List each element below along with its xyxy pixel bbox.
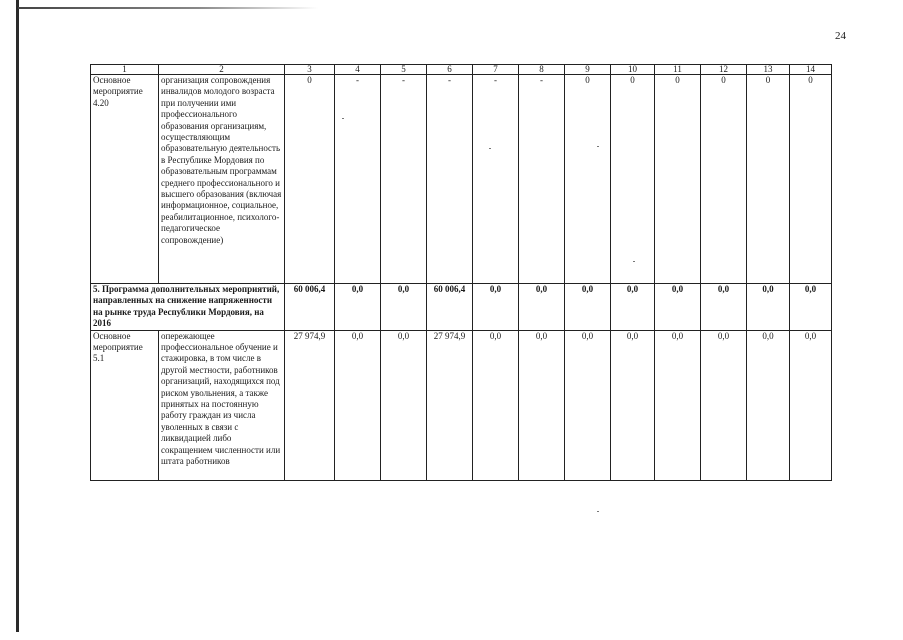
value-cell: 0,0 (381, 284, 427, 331)
table-row (91, 75, 832, 284)
value-cell: 0,0 (701, 330, 747, 480)
scan-speck (633, 261, 635, 262)
value-cell: 0,0 (701, 284, 747, 331)
column-header: 10 (611, 65, 655, 75)
value-cell: 60 006,4 (285, 284, 335, 331)
page-number: 24 (835, 30, 846, 42)
value-cell: - (381, 75, 427, 284)
table-row-section-total (91, 284, 832, 331)
value-cell: 0,0 (747, 284, 790, 331)
value-cell: 0,0 (655, 330, 701, 480)
value-cell: 0 (747, 75, 790, 284)
column-header: 3 (285, 65, 335, 75)
scan-speck (597, 511, 599, 512)
row-name-cell: Основное мероприятие 5.1 (91, 330, 159, 480)
column-header: 6 (427, 65, 473, 75)
value-cell: 27 974,9 (285, 330, 335, 480)
value-cell: 0,0 (790, 284, 832, 331)
row-name-cell: Основное мероприятие 4.20 (91, 75, 159, 284)
value-cell: 0,0 (565, 330, 611, 480)
row-description-cell: опережающее профессиональное обучение и стажировка, в том числе в другой местности, работников организаций, находящихся под риском увольнения, а также принятых на постоянную работу граждан из числа уволенных в связи с ликвидацией либо сокращением численности или штата работников (159, 330, 285, 480)
value-cell: 0,0 (473, 330, 519, 480)
value-cell: 0,0 (335, 330, 381, 480)
column-header: 5 (381, 65, 427, 75)
scan-speck (489, 148, 491, 149)
column-header: 7 (473, 65, 519, 75)
value-cell: 0,0 (335, 284, 381, 331)
value-cell: 0,0 (381, 330, 427, 480)
section-title-cell: 5. Программа дополнительных мероприятий, направленных на снижение напряженности на рынке труда Республики Мордовия, на 2016 (91, 284, 285, 331)
value-cell: 0,0 (519, 330, 565, 480)
scan-left-edge (16, 0, 19, 632)
value-cell: - (335, 75, 381, 284)
value-cell: 0,0 (790, 330, 832, 480)
value-cell: 0 (790, 75, 832, 284)
column-header: 9 (565, 65, 611, 75)
value-cell: 0,0 (473, 284, 519, 331)
value-cell: 60 006,4 (427, 284, 473, 331)
column-header: 13 (747, 65, 790, 75)
column-header: 11 (655, 65, 701, 75)
value-cell: 0,0 (655, 284, 701, 331)
value-cell: 0 (611, 75, 655, 284)
column-header: 4 (335, 65, 381, 75)
value-cell: 0 (701, 75, 747, 284)
value-cell: 0,0 (565, 284, 611, 331)
value-cell: 0 (285, 75, 335, 284)
value-cell: 0,0 (519, 284, 565, 331)
column-header: 12 (701, 65, 747, 75)
value-cell: - (427, 75, 473, 284)
value-cell: 0 (565, 75, 611, 284)
value-cell: - (473, 75, 519, 284)
value-cell: 27 974,9 (427, 330, 473, 480)
table-header-row (91, 65, 832, 75)
row-description-cell: организация сопровождения инвалидов молодого возраста при получении ими профессионального образования организациям, осуществляющим образовательную деятельность в Республике Мордовия по образовательным программам среднего профессионального и высшего образования (включая информационное, социальное, реабилитационное, психолого-педагогическое сопровождение) (159, 75, 285, 284)
value-cell: 0,0 (747, 330, 790, 480)
column-header: 8 (519, 65, 565, 75)
scan-speck (342, 118, 344, 119)
value-cell: 0,0 (611, 284, 655, 331)
value-cell: 0 (655, 75, 701, 284)
value-cell: 0,0 (611, 330, 655, 480)
scan-speck (597, 146, 599, 147)
value-cell: - (519, 75, 565, 284)
budget-table (90, 64, 832, 481)
column-header: 1 (91, 65, 159, 75)
column-header: 14 (790, 65, 832, 75)
column-header: 2 (159, 65, 285, 75)
table-row (91, 330, 832, 480)
scan-top-edge (18, 7, 318, 9)
